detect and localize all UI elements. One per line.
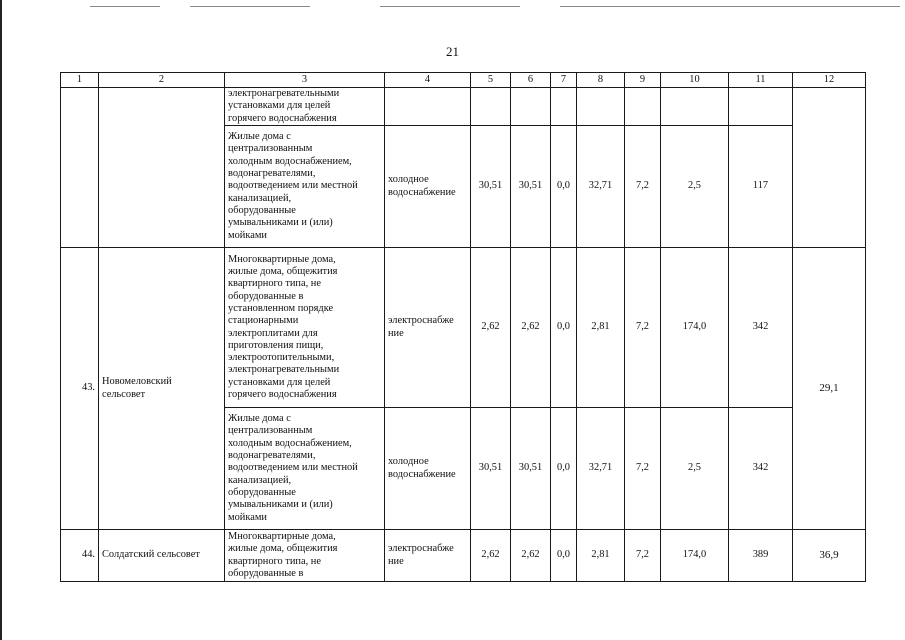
value-cell: 389	[729, 530, 793, 582]
value-cell	[729, 88, 793, 126]
value-cell: 2,81	[577, 248, 625, 408]
resource-cell: электроснабже ние	[385, 530, 471, 582]
value-cell	[625, 88, 661, 126]
value-cell: 117	[729, 126, 793, 248]
value-cell: 7,2	[625, 248, 661, 408]
scan-left-edge	[0, 0, 2, 640]
value-cell: 2,62	[511, 248, 551, 408]
value-cell: 2,62	[511, 530, 551, 582]
table-row	[61, 248, 866, 408]
description-cell: электронагревательными установками для целей горячего водоснабжения	[225, 88, 385, 126]
total-cell	[793, 88, 866, 248]
village-cell	[99, 88, 225, 248]
value-cell: 30,51	[511, 408, 551, 530]
header-cell: 1	[61, 73, 99, 88]
resource-cell: электроснабже ние	[385, 248, 471, 408]
header-cell: 10	[661, 73, 729, 88]
header-cell: 5	[471, 73, 511, 88]
row-index-cell: 43.	[61, 248, 99, 530]
value-cell	[661, 88, 729, 126]
description-cell: Жилые дома с централизованным холодным водоснабжением, водонагревателями, водоотведением или местной канализацией, оборудованные умывальниками и (или) мойками	[225, 408, 385, 530]
value-cell: 30,51	[471, 126, 511, 248]
value-cell: 0,0	[551, 530, 577, 582]
value-cell: 32,71	[577, 408, 625, 530]
value-cell	[577, 88, 625, 126]
description-cell: Многоквартирные дома, жилые дома, общежития квартирного типа, не оборудованные в установленном порядке стационарными электроплитами для приготовления пищи, электроотопительными, электронагревательными установками для целей горячего водоснабжения	[225, 248, 385, 408]
village-cell: Новомеловский сельсовет	[99, 248, 225, 530]
value-cell	[471, 88, 511, 126]
value-cell: 30,51	[471, 408, 511, 530]
header-cell: 2	[99, 73, 225, 88]
tariff-table	[60, 72, 866, 582]
header-cell: 6	[511, 73, 551, 88]
description-cell: Многоквартирные дома, жилые дома, общежития квартирного типа, не оборудованные в	[225, 530, 385, 582]
value-cell: 7,2	[625, 530, 661, 582]
resource-cell: холодное водоснабжение	[385, 126, 471, 248]
value-cell: 174,0	[661, 248, 729, 408]
value-cell	[511, 88, 551, 126]
table-row	[61, 530, 866, 582]
value-cell: 7,2	[625, 408, 661, 530]
value-cell: 342	[729, 248, 793, 408]
header-cell: 8	[577, 73, 625, 88]
total-cell: 36,9	[793, 530, 866, 582]
value-cell: 7,2	[625, 126, 661, 248]
value-cell: 0,0	[551, 408, 577, 530]
value-cell: 2,62	[471, 248, 511, 408]
header-cell: 3	[225, 73, 385, 88]
resource-cell	[385, 88, 471, 126]
value-cell: 0,0	[551, 248, 577, 408]
value-cell: 342	[729, 408, 793, 530]
header-cell: 7	[551, 73, 577, 88]
value-cell	[551, 88, 577, 126]
value-cell: 0,0	[551, 126, 577, 248]
header-cell: 11	[729, 73, 793, 88]
header-row	[61, 73, 866, 88]
value-cell: 2,81	[577, 530, 625, 582]
resource-cell: холодное водоснабжение	[385, 408, 471, 530]
page-number: 21	[446, 44, 459, 59]
header-cell: 12	[793, 73, 866, 88]
value-cell: 174,0	[661, 530, 729, 582]
value-cell: 32,71	[577, 126, 625, 248]
row-index-cell	[61, 88, 99, 248]
scan-top-artifact	[0, 0, 905, 8]
value-cell: 2,5	[661, 126, 729, 248]
value-cell: 30,51	[511, 126, 551, 248]
village-cell: Солдатский сельсовет	[99, 530, 225, 582]
header-cell: 4	[385, 73, 471, 88]
row-index-cell: 44.	[61, 530, 99, 582]
header-cell: 9	[625, 73, 661, 88]
value-cell: 2,5	[661, 408, 729, 530]
table-row	[61, 88, 866, 126]
description-cell: Жилые дома с централизованным холодным водоснабжением, водонагревателями, водоотведением или местной канализацией, оборудованные умывальниками и (или) мойками	[225, 126, 385, 248]
value-cell: 2,62	[471, 530, 511, 582]
total-cell: 29,1	[793, 248, 866, 530]
